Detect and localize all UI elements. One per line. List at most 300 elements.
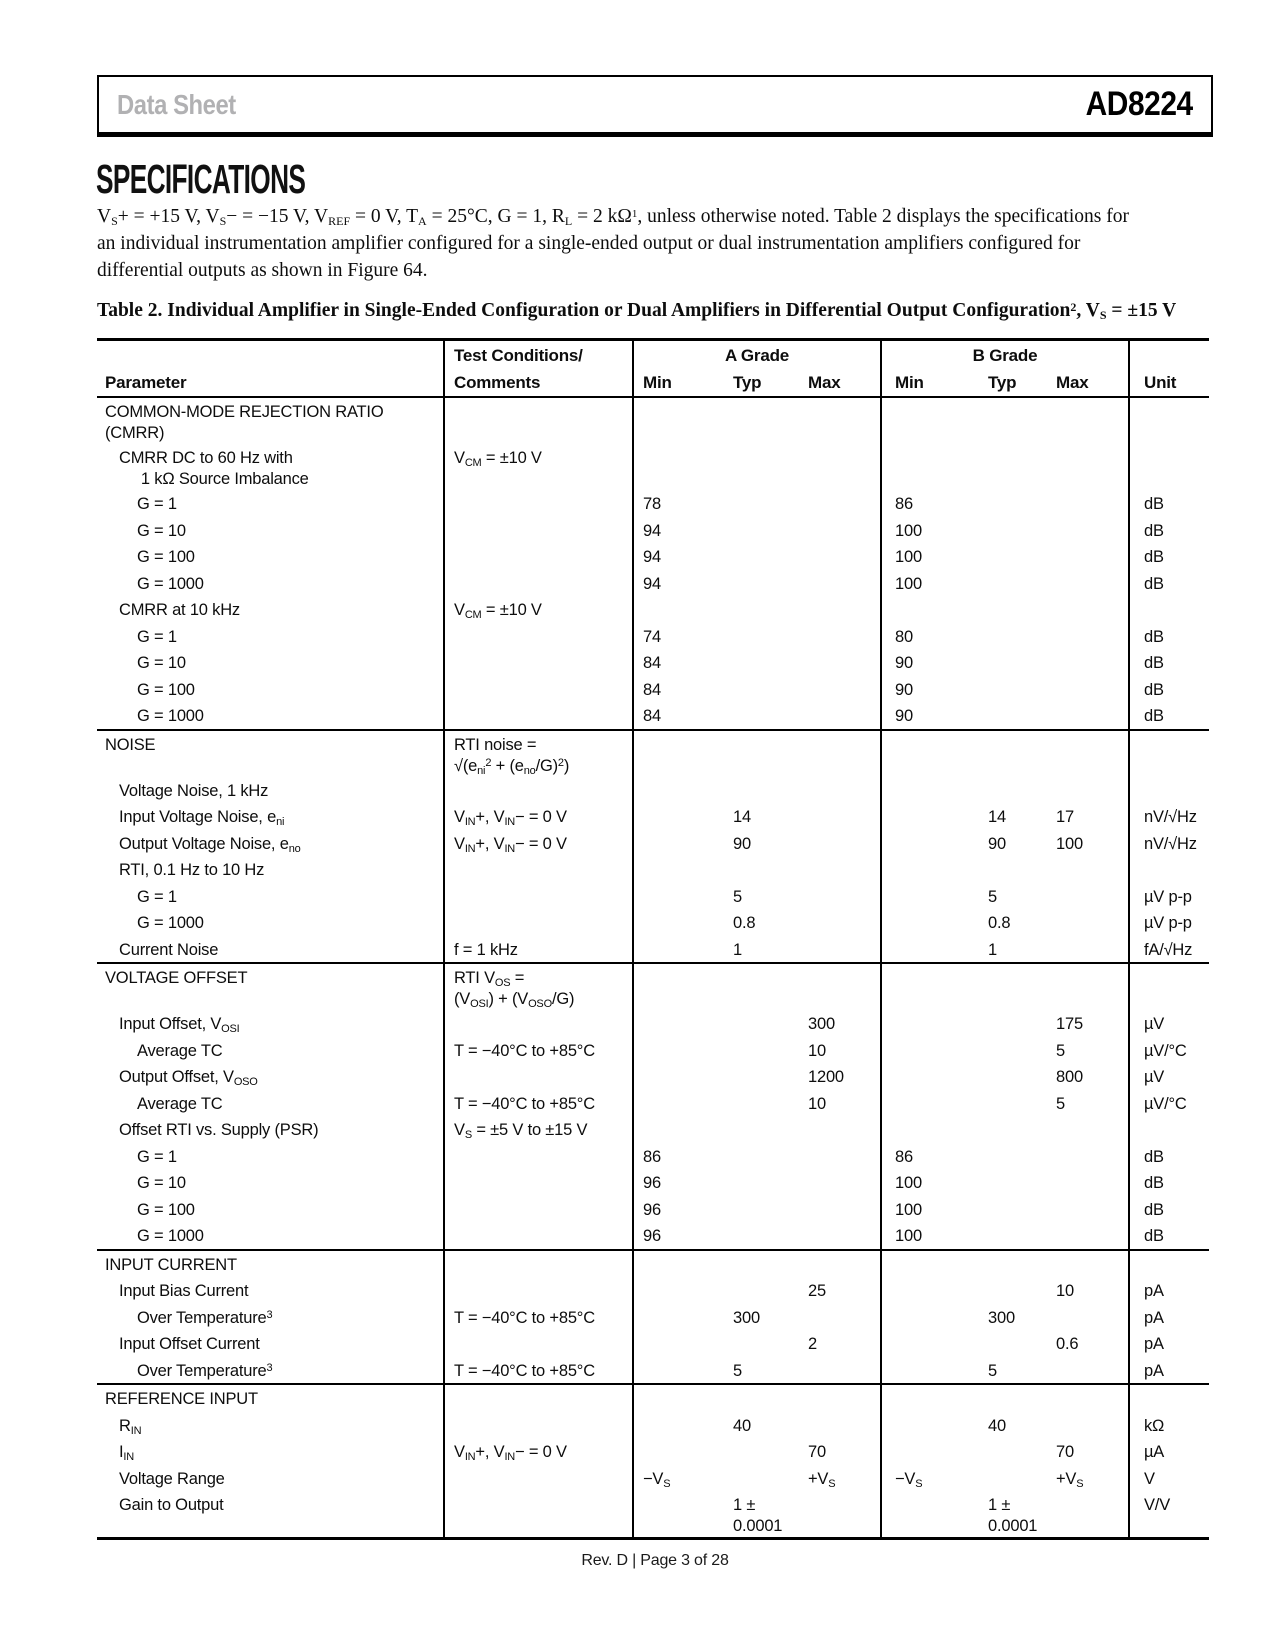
conditions-cell — [443, 883, 632, 910]
conditions-cell: T = −40°C to +85°C — [443, 1357, 632, 1384]
table-row — [97, 964, 1209, 1010]
a-grade-max-cell — [803, 731, 880, 777]
table-row — [97, 1090, 1209, 1117]
b-grade-min-cell: 90 — [880, 702, 968, 729]
a-grade-min-cell — [632, 1330, 720, 1357]
a-grade-max-cell — [803, 803, 880, 830]
parameter-cell: G = 1 — [137, 495, 177, 513]
b-grade-typ-cell — [968, 1385, 1051, 1412]
b-grade-max-cell: 5 — [1056, 1094, 1065, 1113]
parameter-cell: G = 100 — [137, 680, 195, 699]
a-grade-max-cell: 10 — [808, 1041, 826, 1060]
unit-cell — [1128, 596, 1209, 623]
table-row — [97, 1357, 1209, 1384]
b-grade-max-cell — [1051, 1412, 1128, 1439]
unit-cell — [1128, 731, 1209, 777]
parameter-cell: Input Offset, $V_{OSI}$ — [119, 1015, 240, 1035]
table-row — [97, 909, 1209, 936]
a-grade-max-cell — [803, 1357, 880, 1384]
unit-cell: dB — [1128, 1222, 1209, 1249]
unit-cell: dB — [1128, 490, 1209, 517]
a-grade-min-cell — [632, 731, 720, 777]
a-grade-typ-cell — [720, 856, 803, 883]
conditions-cell: T = −40°C to +85°C — [443, 1037, 632, 1064]
a-grade-typ-cell: 1 ± 0.0001 — [733, 1496, 783, 1535]
table-row — [97, 596, 1209, 623]
a-grade-max-cell — [803, 909, 880, 936]
b-grade-typ-cell — [968, 1465, 1051, 1492]
a-grade-max-cell — [803, 1412, 880, 1439]
parameter-cell: Input Bias Current — [119, 1282, 249, 1300]
unit-header-spacer — [1128, 341, 1209, 368]
a-grade-typ-cell — [720, 649, 803, 676]
b-grade-typ-cell — [968, 543, 1051, 570]
conditions-cell: $V_{IN}+$, $V_{IN}- = 0$ V — [443, 830, 632, 857]
table-row — [97, 1412, 1209, 1439]
conditions-cell: $V_{IN}+$, $V_{IN}- = 0$ V — [443, 1438, 632, 1465]
parameter-cell: REFERENCE INPUT — [105, 1390, 258, 1408]
a-grade-max-cell — [803, 444, 880, 490]
table-header — [97, 338, 1209, 398]
a-grade-min-cell: 94 — [632, 517, 720, 544]
b-grade-min-cell — [880, 1090, 968, 1117]
conditions-cell — [443, 702, 632, 729]
b-grade-max-cell — [1051, 490, 1128, 517]
b-grade-max-cell — [1051, 517, 1128, 544]
a-grade-min-cell — [632, 1277, 720, 1304]
parameter-cell: Output Voltage Noise, $e_{no}$ — [119, 834, 301, 855]
b-grade-min-cell — [880, 398, 968, 444]
a-grade-max-cell — [803, 1491, 880, 1537]
parameter-cell: G = 1000 — [137, 914, 204, 932]
a-grade-typ-cell — [720, 702, 803, 729]
conditions-cell — [443, 1143, 632, 1170]
parameter-cell: Input Voltage Noise, $e_{ni}$ — [119, 808, 285, 828]
b-grade-min-cell — [880, 1357, 968, 1384]
b-grade-max-cell — [1051, 1385, 1128, 1412]
a-grade-max-cell — [803, 490, 880, 517]
parameter-cell: G = 10 — [137, 654, 186, 672]
b-grade-min-cell — [880, 936, 968, 963]
conditions-cell — [443, 1222, 632, 1249]
a-grade-max-cell — [803, 1385, 880, 1412]
conditions-cell: RTI noise = $√(e_{ni}^2 + (e_{no}/G)^2)$ — [443, 731, 632, 777]
table-row — [97, 1304, 1209, 1331]
a-grade-max-cell — [803, 883, 880, 910]
parameter-cell: Offset RTI vs. Supply (PSR) — [119, 1121, 319, 1139]
parameter-cell: $R_{IN}$ — [119, 1416, 142, 1437]
unit-cell: pA — [1128, 1277, 1209, 1304]
b-grade-min-cell — [880, 964, 968, 1010]
table-row — [97, 570, 1209, 597]
b-grade-min-cell — [880, 444, 968, 490]
table-row — [97, 1491, 1209, 1537]
b-grade-max-cell — [1051, 623, 1128, 650]
a-grade-min-cell: $-V_S$ — [632, 1465, 720, 1492]
parameter-cell: G = 100 — [137, 1200, 195, 1219]
a-grade-min-cell: 94 — [632, 543, 720, 570]
parameter-cell: Average TC — [137, 1041, 223, 1060]
parameter-cell: Average TC — [137, 1094, 223, 1113]
conditions-cell: $V_S = \pm 5$ V to ±15 V — [443, 1116, 632, 1143]
a-grade-min-cell: 84 — [632, 649, 720, 676]
b-grade-max-cell: 5 — [1056, 1041, 1065, 1060]
b-grade-typ-cell: 300 — [988, 1308, 1015, 1327]
a-grade-typ-cell: 1 — [733, 940, 742, 959]
conditions-cell — [443, 1412, 632, 1439]
a-grade-typ-cell: 300 — [733, 1308, 760, 1327]
table-header-label-row — [97, 368, 1209, 396]
b-grade-max-cell — [1051, 1491, 1128, 1537]
parameter-cell: Voltage Noise, 1 kHz — [119, 781, 269, 800]
unit-cell: nV/√Hz — [1128, 803, 1209, 830]
b-grade-min-cell: 100 — [880, 1196, 968, 1223]
a-grade-max-cell — [803, 649, 880, 676]
b-grade-max-cell — [1051, 398, 1128, 444]
intro-paragraph: $V_S+ = +15$ V, $V_S- = -15$ V, $V_{REF} = 0$ V, $T_A = 25^\circ C$, G = 1, $R_L = 2$ $k\Omega^1$, unless otherwise noted. Table 2 displays the specifications for an individual instrumentation amplifier configured for a single-ended output or dual instrumentation amplifiers configured for differential outputs as shown in Figure 64. — [97, 206, 1129, 281]
conditions-cell — [443, 1010, 632, 1037]
unit-cell — [1128, 856, 1209, 883]
unit-cell: pA — [1128, 1330, 1209, 1357]
a-grade-typ-cell — [720, 444, 803, 490]
table-section — [97, 398, 1209, 729]
a-grade-max-cell: 70 — [808, 1443, 826, 1461]
a-grade-max-cell: 10 — [808, 1094, 826, 1113]
a-grade-typ-cell — [720, 1116, 803, 1143]
parameter-cell: NOISE — [105, 735, 156, 754]
b-grade-typ-cell — [968, 623, 1051, 650]
unit-cell: µV p-p — [1128, 909, 1209, 936]
b-grade-min-cell: 80 — [880, 623, 968, 650]
a-grade-typ-cell — [720, 1330, 803, 1357]
b-grade-min-cell — [880, 596, 968, 623]
a-grade-min-cell — [632, 909, 720, 936]
table-row — [97, 623, 1209, 650]
unit-cell: dB — [1128, 1169, 1209, 1196]
a-grade-min-cell — [632, 596, 720, 623]
a-grade-typ-cell — [720, 398, 803, 444]
conditions-cell: T = −40°C to +85°C — [443, 1090, 632, 1117]
a-grade-typ-cell — [720, 1010, 803, 1037]
b-grade-typ-cell: 14 — [988, 808, 1006, 826]
b-grade-min-cell — [880, 1304, 968, 1331]
a-grade-min-cell — [632, 1357, 720, 1384]
b-grade-min-cell — [880, 883, 968, 910]
a-grade-typ-cell: 14 — [733, 808, 751, 826]
a-grade-typ-cell — [720, 1143, 803, 1170]
a-max-header: Max — [808, 373, 841, 392]
a-grade-max-cell — [803, 1222, 880, 1249]
masthead — [97, 75, 1213, 137]
a-grade-typ-cell: 40 — [733, 1416, 751, 1435]
a-grade-max-cell — [803, 936, 880, 963]
a-grade-min-cell — [632, 856, 720, 883]
table-row — [97, 1385, 1209, 1412]
conditions-cell — [443, 517, 632, 544]
b-grade-typ-cell — [968, 1010, 1051, 1037]
b-grade-max-cell: 800 — [1056, 1068, 1083, 1086]
conditions-cell — [443, 1063, 632, 1090]
b-grade-typ-cell: 0.8 — [988, 914, 1011, 932]
b-grade-max-cell — [1051, 964, 1128, 1010]
unit-cell: µV/°C — [1128, 1090, 1209, 1117]
unit-cell: V — [1128, 1465, 1209, 1492]
a-grade-typ-cell — [720, 1090, 803, 1117]
b-grade-typ-cell: 90 — [988, 834, 1006, 853]
unit-cell — [1128, 1251, 1209, 1278]
conditions-cell — [443, 1196, 632, 1223]
table-row — [97, 1063, 1209, 1090]
b-grade-max-cell — [1051, 543, 1128, 570]
b-grade-min-cell: 86 — [880, 490, 968, 517]
table-row — [97, 444, 1209, 490]
parameter-cell: CMRR at 10 kHz — [119, 601, 240, 619]
a-grade-max-cell — [803, 596, 880, 623]
table-row — [97, 1143, 1209, 1170]
conditions-cell: $V_{CM} = \pm 10$ V — [443, 596, 632, 623]
table-row — [97, 543, 1209, 570]
b-grade-max-cell: 70 — [1056, 1443, 1074, 1461]
a-grade-max-cell — [803, 777, 880, 804]
a-grade-min-cell — [632, 883, 720, 910]
a-grade-typ-cell — [720, 1438, 803, 1465]
a-grade-min-cell — [632, 936, 720, 963]
spec-table — [97, 338, 1209, 1540]
a-grade-min-cell — [632, 803, 720, 830]
parameter-header-spacer — [97, 341, 443, 368]
a-grade-typ-cell — [720, 1063, 803, 1090]
parameter-cell: Output Offset, $V_{OSO}$ — [119, 1068, 258, 1088]
b-grade-min-cell — [880, 803, 968, 830]
a-grade-typ-cell — [720, 1196, 803, 1223]
a-grade-min-cell — [632, 1385, 720, 1412]
table-row — [97, 702, 1209, 729]
page-title: SPECIFICATIONS — [96, 156, 306, 202]
parameter-cell: G = 1 — [137, 627, 177, 646]
table-row — [97, 1465, 1209, 1492]
unit-cell: kΩ — [1128, 1412, 1209, 1439]
a-grade-max-cell — [803, 830, 880, 857]
b-grade-typ-cell: 1 ± 0.0001 — [988, 1496, 1038, 1535]
table-section — [97, 729, 1209, 963]
b-grade-max-cell — [1051, 702, 1128, 729]
a-grade-min-cell — [632, 1491, 720, 1537]
a-grade-max-cell — [803, 543, 880, 570]
a-grade-min-cell: 94 — [632, 570, 720, 597]
b-grade-typ-cell — [968, 1169, 1051, 1196]
unit-cell — [1128, 777, 1209, 804]
a-grade-max-cell — [803, 623, 880, 650]
parameter-cell: Gain to Output — [119, 1496, 224, 1514]
unit-cell — [1128, 1385, 1209, 1412]
b-grade-typ-cell — [968, 1438, 1051, 1465]
b-grade-header: B Grade — [880, 341, 1128, 368]
a-grade-min-cell — [632, 1412, 720, 1439]
table-row — [97, 490, 1209, 517]
a-grade-typ-cell — [720, 570, 803, 597]
b-grade-min-cell — [880, 1277, 968, 1304]
b-grade-max-cell — [1051, 676, 1128, 703]
conditions-cell — [443, 398, 632, 444]
a-grade-min-cell — [632, 1090, 720, 1117]
table-row — [97, 517, 1209, 544]
b-grade-min-cell: 100 — [880, 1222, 968, 1249]
a-grade-typ-cell — [720, 676, 803, 703]
a-grade-min-cell: 84 — [632, 676, 720, 703]
b-grade-typ-cell — [968, 1037, 1051, 1064]
a-grade-max-cell — [803, 517, 880, 544]
conditions-cell — [443, 676, 632, 703]
page-footer: Rev. D | Page 3 of 28 — [581, 1552, 729, 1569]
b-grade-typ-cell — [968, 444, 1051, 490]
b-grade-min-cell — [880, 1412, 968, 1439]
b-grade-max-cell — [1051, 1357, 1128, 1384]
a-grade-typ-cell — [720, 623, 803, 650]
conditions-cell: RTI $V_{OS}$ = $(V_{OSI}) + (V_{OSO}/G)$ — [443, 964, 632, 1010]
parameter-cell: Current Noise — [119, 940, 219, 959]
a-grade-typ-cell: 5 — [733, 887, 742, 906]
unit-cell: µV — [1128, 1063, 1209, 1090]
b-grade-max-cell — [1051, 1304, 1128, 1331]
a-grade-min-cell — [632, 964, 720, 1010]
b-grade-typ-cell — [968, 1330, 1051, 1357]
conditions-cell — [443, 1277, 632, 1304]
b-grade-max-cell — [1051, 1169, 1128, 1196]
unit-cell: dB — [1128, 570, 1209, 597]
parameter-cell: Over Temperature$^3$ — [137, 1308, 273, 1327]
unit-cell: µV p-p — [1128, 883, 1209, 910]
parameter-cell: G = 1000 — [137, 1227, 204, 1245]
b-grade-typ-cell: 40 — [988, 1416, 1006, 1435]
a-grade-typ-cell: 5 — [733, 1361, 742, 1380]
b-grade-max-cell — [1051, 1222, 1128, 1249]
b-grade-max-cell — [1051, 909, 1128, 936]
unit-cell — [1128, 444, 1209, 490]
a-grade-max-cell: 2 — [808, 1335, 817, 1353]
b-grade-typ-cell — [968, 1222, 1051, 1249]
parameter-cell: VOLTAGE OFFSET — [105, 969, 248, 987]
unit-cell — [1128, 1116, 1209, 1143]
table-row — [97, 1277, 1209, 1304]
a-grade-typ-cell — [720, 777, 803, 804]
unit-cell: nV/√Hz — [1128, 830, 1209, 857]
conditions-cell — [443, 777, 632, 804]
b-grade-typ-cell — [968, 1277, 1051, 1304]
b-grade-min-cell: 100 — [880, 570, 968, 597]
table-row — [97, 830, 1209, 857]
conditions-cell: $V_{CM} = \pm 10$ V — [443, 444, 632, 490]
b-grade-min-cell — [880, 1330, 968, 1357]
a-grade-max-cell — [803, 570, 880, 597]
a-grade-min-cell — [632, 444, 720, 490]
conditions-cell — [443, 1251, 632, 1278]
unit-header: Unit — [1128, 368, 1209, 396]
a-grade-min-cell — [632, 1251, 720, 1278]
conditions-cell: T = −40°C to +85°C — [443, 1304, 632, 1331]
b-grade-typ-cell — [968, 596, 1051, 623]
b-grade-min-cell — [880, 1116, 968, 1143]
a-grade-max-cell — [803, 1116, 880, 1143]
a-grade-typ-cell — [720, 964, 803, 1010]
table-body — [97, 398, 1209, 1540]
b-grade-max-cell — [1051, 856, 1128, 883]
table-header-group-row — [97, 341, 1209, 368]
a-grade-max-cell — [803, 398, 880, 444]
a-grade-min-cell — [632, 1438, 720, 1465]
a-grade-min-cell: 86 — [632, 1143, 720, 1170]
b-grade-min-cell — [880, 909, 968, 936]
b-typ-header: Typ — [988, 373, 1017, 392]
a-grade-max-cell — [803, 964, 880, 1010]
table-row — [97, 1037, 1209, 1064]
table-row — [97, 1116, 1209, 1143]
b-grade-typ-cell — [968, 398, 1051, 444]
conditions-cell — [443, 623, 632, 650]
unit-cell: dB — [1128, 623, 1209, 650]
table-row — [97, 731, 1209, 777]
table-row — [97, 883, 1209, 910]
b-min-header: Min — [880, 368, 968, 396]
a-grade-min-cell — [632, 1037, 720, 1064]
a-grade-max-cell — [803, 676, 880, 703]
parameter-header: Parameter — [105, 373, 187, 392]
a-grade-min-cell — [632, 1304, 720, 1331]
table-row — [97, 1438, 1209, 1465]
a-grade-typ-cell — [720, 517, 803, 544]
a-grade-max-cell: 300 — [808, 1015, 835, 1033]
a-grade-typ-cell — [720, 1169, 803, 1196]
conditions-cell — [443, 570, 632, 597]
parameter-cell: G = 10 — [137, 1174, 186, 1192]
b-grade-min-cell — [880, 1438, 968, 1465]
a-grade-max-cell — [803, 856, 880, 883]
table-row — [97, 777, 1209, 804]
unit-cell: µA — [1128, 1438, 1209, 1465]
b-grade-min-cell — [880, 856, 968, 883]
b-grade-typ-cell: 1 — [988, 940, 997, 959]
unit-cell: dB — [1128, 543, 1209, 570]
b-grade-typ-cell — [968, 490, 1051, 517]
conditions-cell — [443, 490, 632, 517]
table-row — [97, 1010, 1209, 1037]
a-grade-typ-cell — [720, 1222, 803, 1249]
b-grade-max-cell: 10 — [1056, 1282, 1074, 1300]
b-grade-min-cell — [880, 777, 968, 804]
unit-cell — [1128, 964, 1209, 1010]
b-grade-min-cell — [880, 1037, 968, 1064]
a-grade-typ-cell — [720, 731, 803, 777]
b-grade-max-cell — [1051, 649, 1128, 676]
a-grade-min-cell — [632, 398, 720, 444]
b-grade-typ-cell — [968, 570, 1051, 597]
conditions-cell — [443, 1169, 632, 1196]
b-grade-min-cell — [880, 1063, 968, 1090]
b-grade-max-cell — [1051, 1196, 1128, 1223]
a-grade-min-cell — [632, 1116, 720, 1143]
b-grade-min-cell — [880, 1010, 968, 1037]
a-grade-min-cell: 96 — [632, 1169, 720, 1196]
b-grade-typ-cell: 5 — [988, 1361, 997, 1380]
conditions-cell — [443, 1385, 632, 1412]
b-grade-min-cell: 100 — [880, 543, 968, 570]
b-grade-typ-cell — [968, 702, 1051, 729]
parameter-cell: G = 100 — [137, 548, 195, 566]
a-grade-min-cell: 96 — [632, 1196, 720, 1223]
b-grade-typ-cell — [968, 1196, 1051, 1223]
parameter-cell: INPUT CURRENT — [105, 1255, 237, 1274]
conditions-cell — [443, 856, 632, 883]
parameter-cell: CMRR DC to 60 Hz with 1 kΩ Source Imbalance — [119, 449, 309, 488]
